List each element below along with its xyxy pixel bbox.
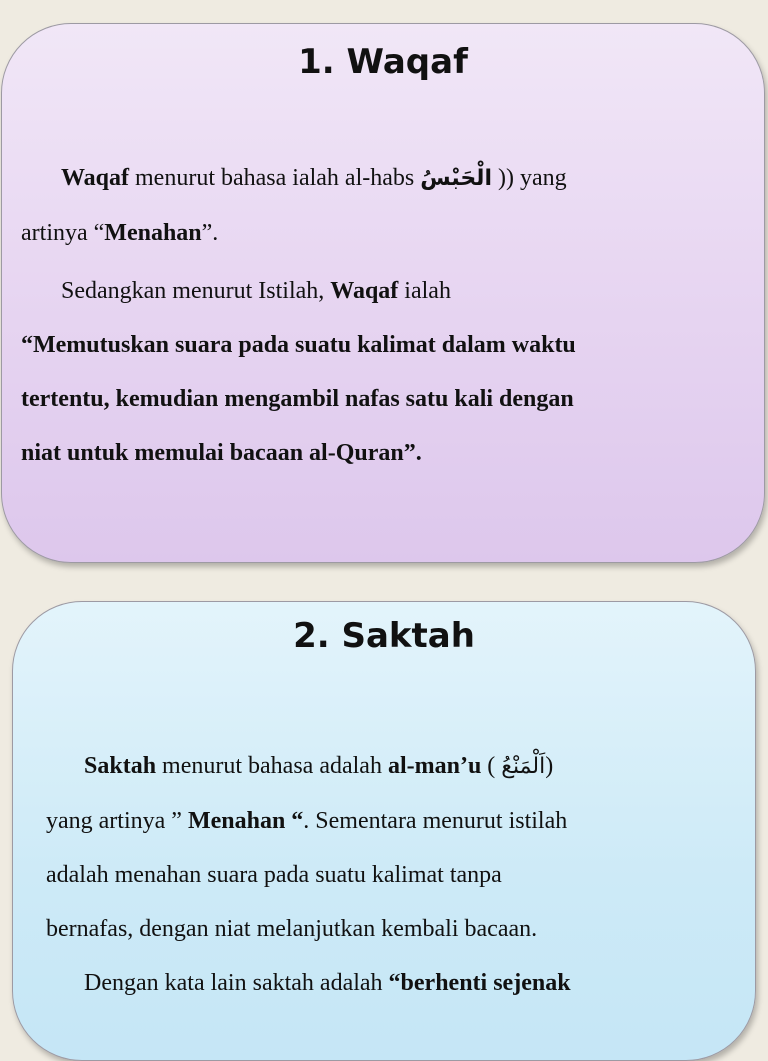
saktah-p1-line2-end: . Sementara menurut istilah (303, 808, 568, 834)
waqaf-paragraph-1 (21, 151, 721, 260)
saktah-p1-text-c: ) (545, 753, 554, 779)
saktah-p1-text: menurut bahasa adalah (156, 753, 388, 779)
waqaf-term-2: Waqaf (330, 278, 399, 304)
saktah-p1-line2: yang artinya ” (46, 808, 188, 834)
waqaf-p2-text: Sedangkan menurut Istilah, (61, 278, 331, 304)
saktah-p2-text: Dengan kata lain saktah adalah (84, 970, 389, 996)
waqaf-meaning: Menahan (104, 220, 202, 246)
saktah-meaning: Menahan “ (187, 808, 304, 834)
waqaf-body (21, 151, 721, 480)
waqaf-p1-text: menurut bahasa ialah al-habs (129, 165, 421, 191)
waqaf-paragraph-2 (21, 264, 721, 480)
waqaf-title: 1. Waqaf (298, 42, 468, 82)
waqaf-definition-line-1: “Memutuskan suara pada suatu kalimat dalam waktu (21, 332, 576, 358)
saktah-p2-bold: “berhenti sejenak (388, 970, 571, 996)
saktah-paragraph-2 (46, 956, 736, 1010)
saktah-body (46, 739, 736, 1010)
saktah-p1-line4: bernafas, dengan niat melanjutkan kembali bacaan. (46, 916, 538, 942)
waqaf-p1-text-b: )) yang (492, 165, 567, 191)
saktah-paragraph-1 (46, 739, 736, 956)
waqaf-definition-line-3: niat untuk memulai bacaan al-Quran”. (21, 440, 422, 466)
waqaf-p1-line2-end: ”. (201, 220, 219, 246)
waqaf-definition-line-2: tertentu, kemudian mengambil nafas satu kali dengan (21, 386, 574, 412)
arabic-manu: اَلْمَنْعُ (501, 754, 546, 779)
waqaf-p1-line2: artinya “ (21, 220, 105, 246)
waqaf-term: Waqaf (61, 165, 130, 191)
arabic-habs: الْحَبْسُ (420, 166, 492, 191)
saktah-p1-text-b: ( (481, 753, 502, 779)
waqaf-card (1, 23, 765, 563)
saktah-card (12, 601, 756, 1061)
saktah-p1-line3: adalah menahan suara pada suatu kalimat tanpa (46, 862, 502, 888)
saktah-term: Saktah (84, 753, 157, 779)
saktah-term-2: al-man’u (387, 753, 482, 779)
saktah-title: 2. Saktah (293, 616, 475, 656)
waqaf-p2-text-b: ialah (398, 278, 451, 304)
